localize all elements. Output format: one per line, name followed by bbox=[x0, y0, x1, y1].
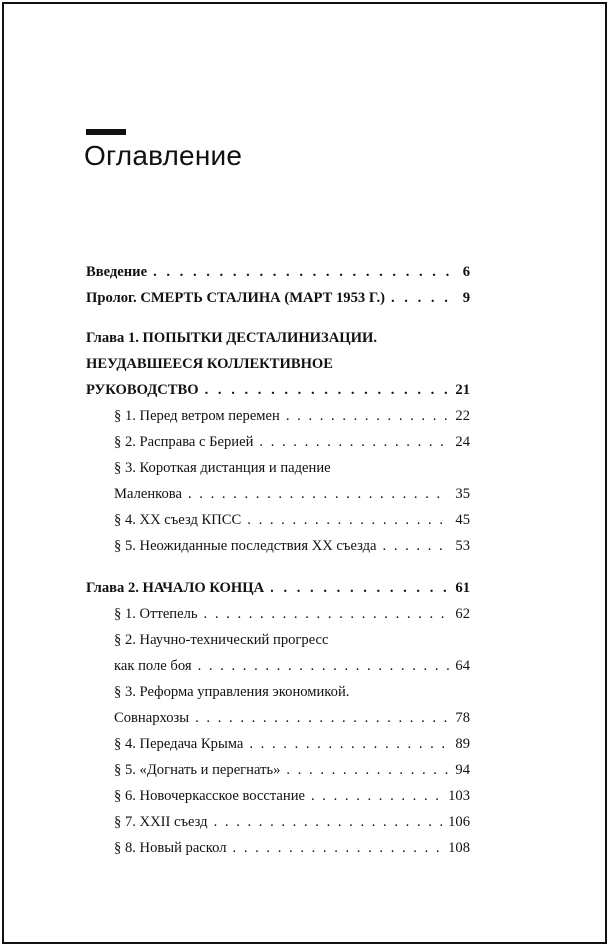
toc-page-number: 94 bbox=[455, 762, 470, 778]
toc-page-number: 53 bbox=[455, 538, 470, 554]
toc-entry-title-line: Маленкова bbox=[114, 486, 182, 502]
toc-entry-chapter-1[interactable] bbox=[86, 325, 470, 403]
toc-entry-ch1-section-2[interactable] bbox=[86, 429, 470, 455]
leader-dots bbox=[214, 809, 443, 835]
toc-page-number: 108 bbox=[448, 840, 470, 856]
toc-entry-ch2-section-6[interactable] bbox=[86, 783, 470, 809]
toc-page-number: 45 bbox=[455, 512, 470, 528]
page-title: Оглавление bbox=[84, 140, 243, 171]
toc-entry-ch2-section-7[interactable] bbox=[86, 809, 470, 835]
leader-dots bbox=[383, 533, 450, 559]
toc-entry-introduction[interactable] bbox=[86, 259, 470, 285]
toc-entry-title-line: § 2. Научно-технический прогресс bbox=[114, 632, 329, 648]
leader-dots bbox=[153, 259, 457, 285]
toc-page-number: 103 bbox=[448, 788, 470, 804]
leader-dots bbox=[311, 783, 442, 809]
toc-entry-ch1-section-5[interactable] bbox=[86, 533, 470, 559]
toc-page-number: 89 bbox=[455, 736, 470, 752]
toc-entry-prologue[interactable] bbox=[86, 285, 470, 311]
toc-entry-title: § 1. Перед ветром перемен bbox=[114, 408, 280, 424]
toc-entry-title-line: Глава 1. ПОПЫТКИ ДЕСТАЛИНИЗАЦИИ. bbox=[86, 330, 377, 346]
toc-entry-title-line: § 3. Реформа управления экономикой. bbox=[114, 684, 350, 700]
toc-page-number: 6 bbox=[462, 264, 470, 280]
leader-dots bbox=[259, 429, 449, 455]
toc-entry-title: Пролог. СМЕРТЬ СТАЛИНА (МАРТ 1953 Г.) bbox=[86, 290, 385, 306]
leader-dots bbox=[188, 481, 449, 507]
toc-entry-ch1-section-1[interactable] bbox=[86, 403, 470, 429]
toc-entry-ch2-section-8[interactable] bbox=[86, 835, 470, 861]
toc-page-number: 24 bbox=[455, 434, 470, 450]
leader-dots bbox=[270, 575, 449, 601]
toc-entry-ch2-section-1[interactable] bbox=[86, 601, 470, 627]
leader-dots bbox=[195, 705, 449, 731]
toc-entry-title: § 1. Оттепель bbox=[114, 606, 198, 622]
toc-entry-title-line: как поле боя bbox=[114, 658, 192, 674]
toc-entry-title: § 2. Расправа с Берией bbox=[114, 434, 254, 450]
toc-entry-title-line: НЕУДАВШЕЕСЯ КОЛЛЕКТИВНОЕ bbox=[86, 356, 334, 372]
toc-entry-ch2-section-2[interactable] bbox=[86, 627, 470, 679]
toc-entry-title: § 5. Неожиданные последствия XX съезда bbox=[114, 538, 377, 554]
toc-page-number: 62 bbox=[455, 606, 470, 622]
toc-entry-ch1-section-3[interactable] bbox=[86, 455, 470, 507]
toc-entry-ch2-section-3[interactable] bbox=[86, 679, 470, 731]
toc-entry-title-line: § 3. Короткая дистанция и падение bbox=[114, 460, 331, 476]
leader-dots bbox=[391, 285, 457, 311]
toc-entry-title: § 4. XX съезд КПСС bbox=[114, 512, 242, 528]
toc-page-number: 35 bbox=[455, 486, 470, 502]
toc-entry-title-line: РУКОВОДСТВО bbox=[86, 382, 199, 398]
toc-page-number: 22 bbox=[455, 408, 470, 424]
table-of-contents bbox=[86, 259, 470, 861]
toc-page-number: 61 bbox=[455, 580, 470, 596]
title-accent-bar bbox=[86, 129, 126, 135]
toc-entry-ch2-section-5[interactable] bbox=[86, 757, 470, 783]
leader-dots bbox=[205, 377, 450, 403]
toc-page-number: 78 bbox=[455, 710, 470, 726]
toc-entry-chapter-2[interactable] bbox=[86, 575, 470, 601]
toc-page-number: 64 bbox=[455, 658, 470, 674]
leader-dots bbox=[247, 507, 449, 533]
toc-entry-title: § 4. Передача Крыма bbox=[114, 736, 244, 752]
toc-entry-ch2-section-4[interactable] bbox=[86, 731, 470, 757]
toc-entry-title: § 5. «Догнать и перегнать» bbox=[114, 762, 281, 778]
toc-entry-title: Глава 2. НАЧАЛО КОНЦА bbox=[86, 580, 265, 596]
toc-entry-title: Введение bbox=[86, 264, 148, 280]
toc-entry-title: § 7. XXII съезд bbox=[114, 814, 208, 830]
toc-page-number: 106 bbox=[448, 814, 470, 830]
leader-dots bbox=[286, 757, 449, 783]
toc-entry-ch1-section-4[interactable] bbox=[86, 507, 470, 533]
leader-dots bbox=[204, 601, 450, 627]
toc-page-number: 21 bbox=[455, 382, 470, 398]
leader-dots bbox=[233, 835, 443, 861]
toc-entry-title: § 6. Новочеркасское восстание bbox=[114, 788, 305, 804]
toc-entry-title-line: Совнархозы bbox=[114, 710, 190, 726]
toc-page-number: 9 bbox=[462, 290, 470, 306]
leader-dots bbox=[198, 653, 450, 679]
leader-dots bbox=[249, 731, 449, 757]
toc-entry-title: § 8. Новый раскол bbox=[114, 840, 227, 856]
leader-dots bbox=[286, 403, 450, 429]
